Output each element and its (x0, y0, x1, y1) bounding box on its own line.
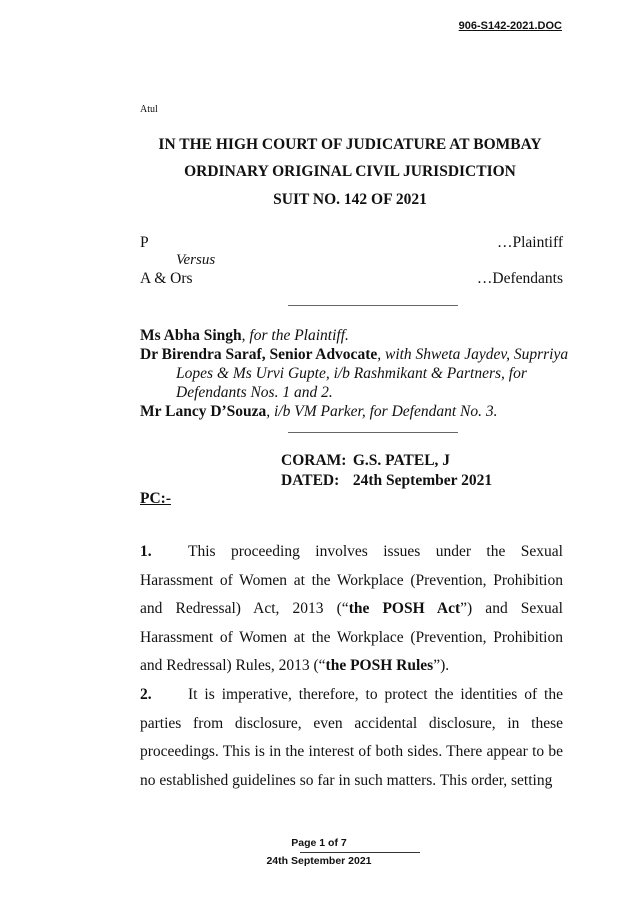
defendant-role: …Defendants (476, 270, 563, 287)
defendant-name: A & Ors (140, 270, 193, 287)
jurisdiction: ORDINARY ORIGINAL CIVIL JURISDICTION (184, 163, 516, 180)
counsel-detail: Defendants Nos. 1 and 2. (176, 384, 333, 401)
counsel-defendants-1-2 (140, 345, 570, 402)
defined-term: the POSH Rules (325, 657, 434, 674)
counsel-name: Ms Abha Singh (140, 327, 242, 344)
page-number: Page 1 of 7 (291, 837, 347, 849)
versus-label: Versus (176, 252, 216, 268)
court-name: IN THE HIGH COURT OF JUDICATURE AT BOMBAY (158, 136, 542, 153)
coram-label: CORAM: (281, 452, 347, 469)
counsel-name: Dr Birendra Saraf, Senior Advocate (140, 346, 378, 363)
suit-number: SUIT NO. 142 OF 2021 (273, 191, 427, 208)
dated-label: DATED: (281, 472, 340, 489)
counsel-plaintiff (140, 326, 570, 345)
dated-line (281, 472, 492, 490)
divider (288, 305, 458, 306)
footer-divider (300, 852, 420, 853)
paragraph-text: It is imperative, therefore, to protect the identities of the parties from disclosure, even accidental disclosure, in these proceedings. This is in the interest of both sides. There appear to be no established guidelines so far in such matters. This order, setting (140, 686, 563, 789)
paragraph-text: ”) and Sexual Harassment of Women at the Workplace (Prevention, Prohibition and Redressal) Rules, 2013 (“ (140, 600, 563, 674)
defined-term: the POSH Act (348, 600, 461, 617)
document-reference: 906-S142-2021.DOC (458, 20, 562, 32)
paragraph-2 (140, 681, 563, 795)
paragraph-number: 2. (140, 686, 152, 703)
paragraph-number: 1. (140, 543, 152, 560)
defendant-row (140, 270, 563, 288)
counsel-detail: , i/b VM Parker, for Defendant No. 3. (266, 403, 498, 420)
coram-line (281, 452, 450, 470)
paragraph-1 (140, 538, 563, 681)
counsel-defendant-3 (140, 402, 570, 421)
plaintiff-name: P (140, 234, 149, 251)
counsel-detail: Lopes & Ms Urvi Gupte, i/b Rashmikant & Partners, for (176, 365, 527, 382)
footer-date: 24th September 2021 (266, 855, 372, 867)
plaintiff-row (140, 234, 563, 252)
coram-judge: G.S. PATEL, J (352, 452, 451, 469)
counsel-name: Mr Lancy D’Souza (140, 403, 267, 420)
paragraph-text: ”). (433, 657, 450, 674)
per-curiam-label: PC:- (140, 490, 171, 507)
paragraph-text: This proceeding involves issues under the Sexual Harassment of Women at the Workplace (Prevention, Prohibition and Redressal) Act, 2013 (“ (140, 543, 563, 617)
dated-value: 24th September 2021 (352, 472, 493, 489)
plaintiff-role: …Plaintiff (496, 234, 563, 251)
counsel-detail: , for the Plaintiff. (241, 327, 349, 344)
author-initials: Atul (140, 104, 158, 115)
divider (288, 432, 458, 433)
counsel-detail: , with Shweta Jaydev, Suprriya (377, 346, 569, 363)
